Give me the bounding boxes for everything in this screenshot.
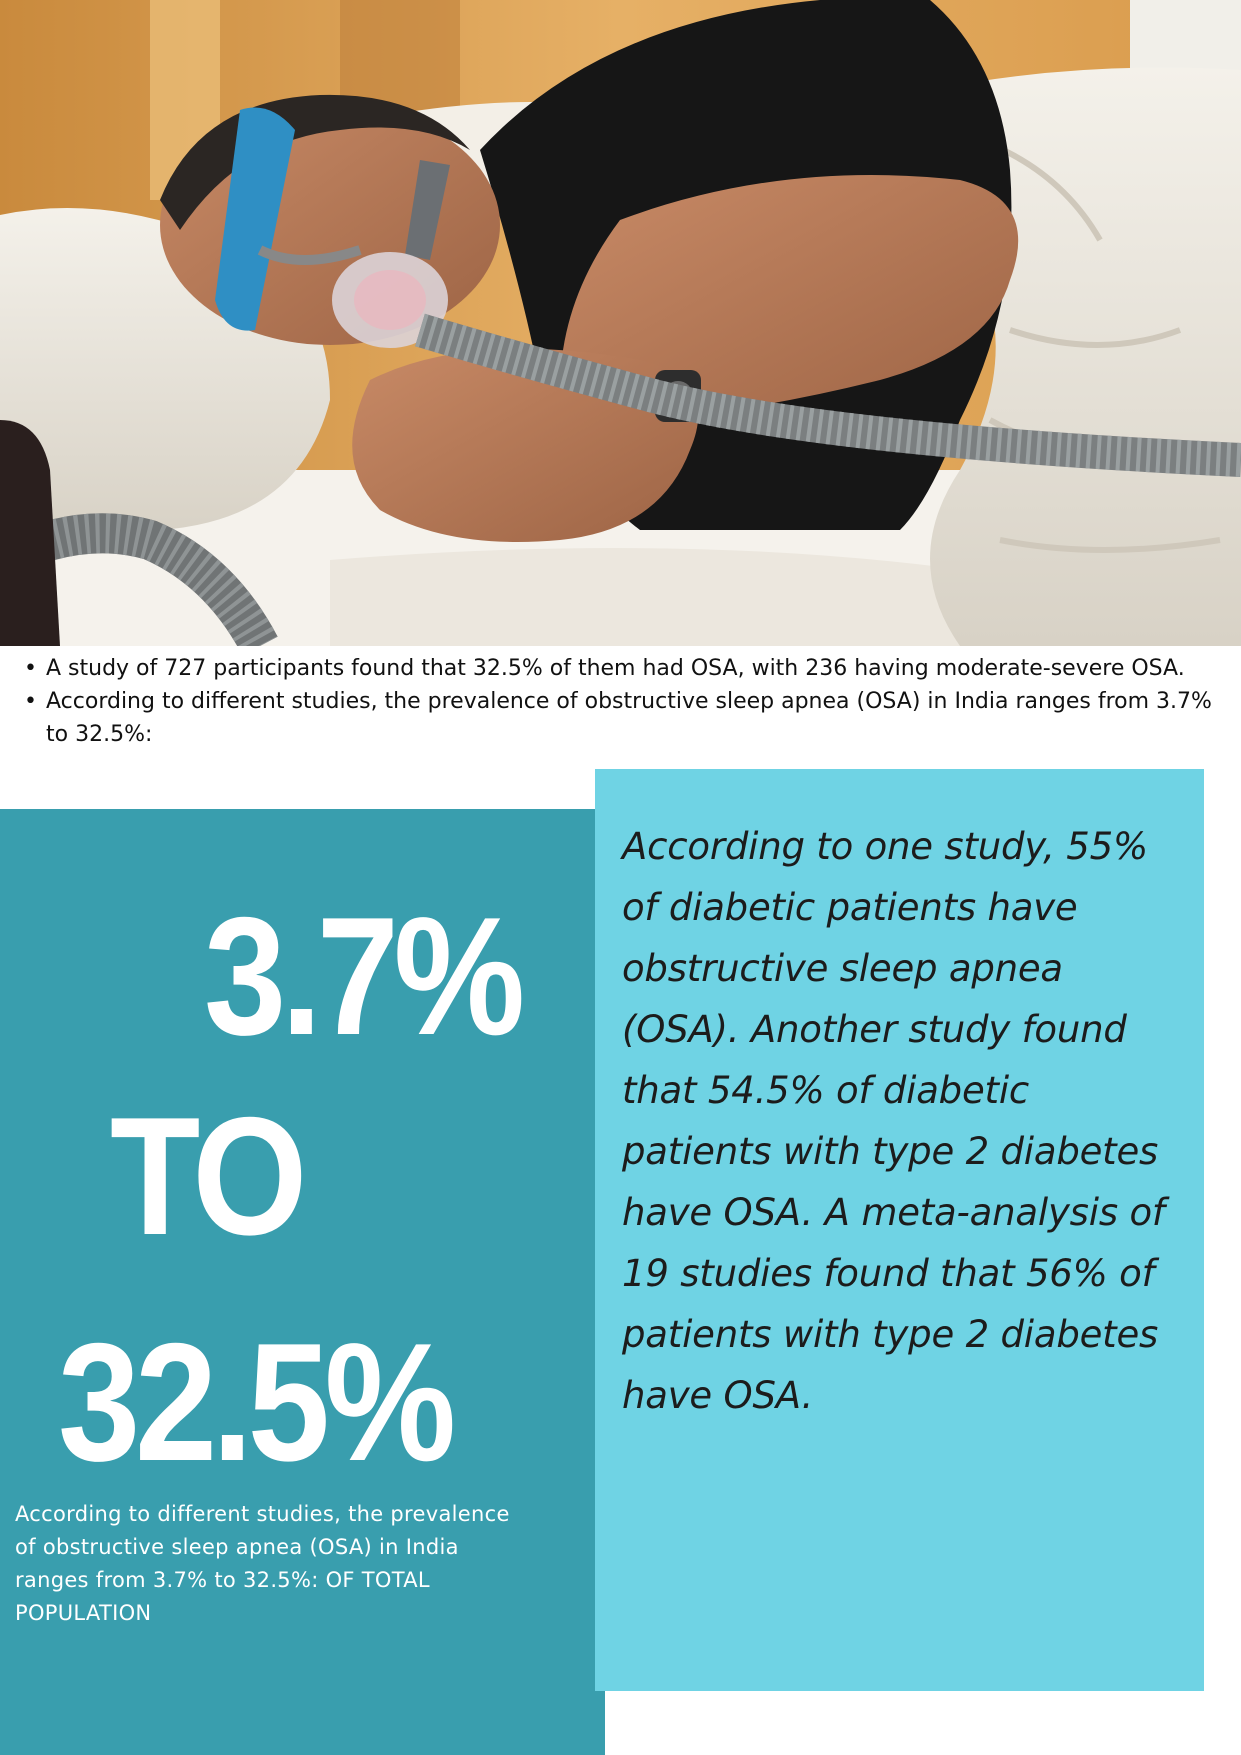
hero-photo bbox=[0, 0, 1241, 646]
quote-text: According to one study, 55% of diabetic patients have obstructive sleep apnea (OSA). Another study found that 54.5% of diabetic patients with type 2 diabetes have OSA. A meta-analysis of 19 studies found that 56% of patients with type 2 diabetes have OSA. bbox=[622, 825, 1165, 1417]
stat-high-value: 32.5% bbox=[58, 1308, 451, 1496]
sleeping-man-cpap-photo-icon bbox=[0, 0, 1241, 646]
bullet-study-727: • A study of 727 participants found that 32.5% of them had OSA, with 236 having moderate-severe OSA. bbox=[22, 652, 1222, 685]
bullet-list bbox=[22, 652, 1222, 751]
stat-low-value: 3.7% bbox=[204, 882, 520, 1070]
stat-joiner: TO bbox=[110, 1082, 303, 1270]
bullet-prevalence-india: • According to different studies, the prevalence of obstructive sleep apnea (OSA) in India ranges from 3.7% to 32.5%: bbox=[22, 685, 1222, 751]
stat-caption: According to different studies, the prevalence of obstructive sleep apnea (OSA) in India ranges from 3.7% to 32.5%: OF TOTAL POPULATION bbox=[15, 1502, 510, 1625]
